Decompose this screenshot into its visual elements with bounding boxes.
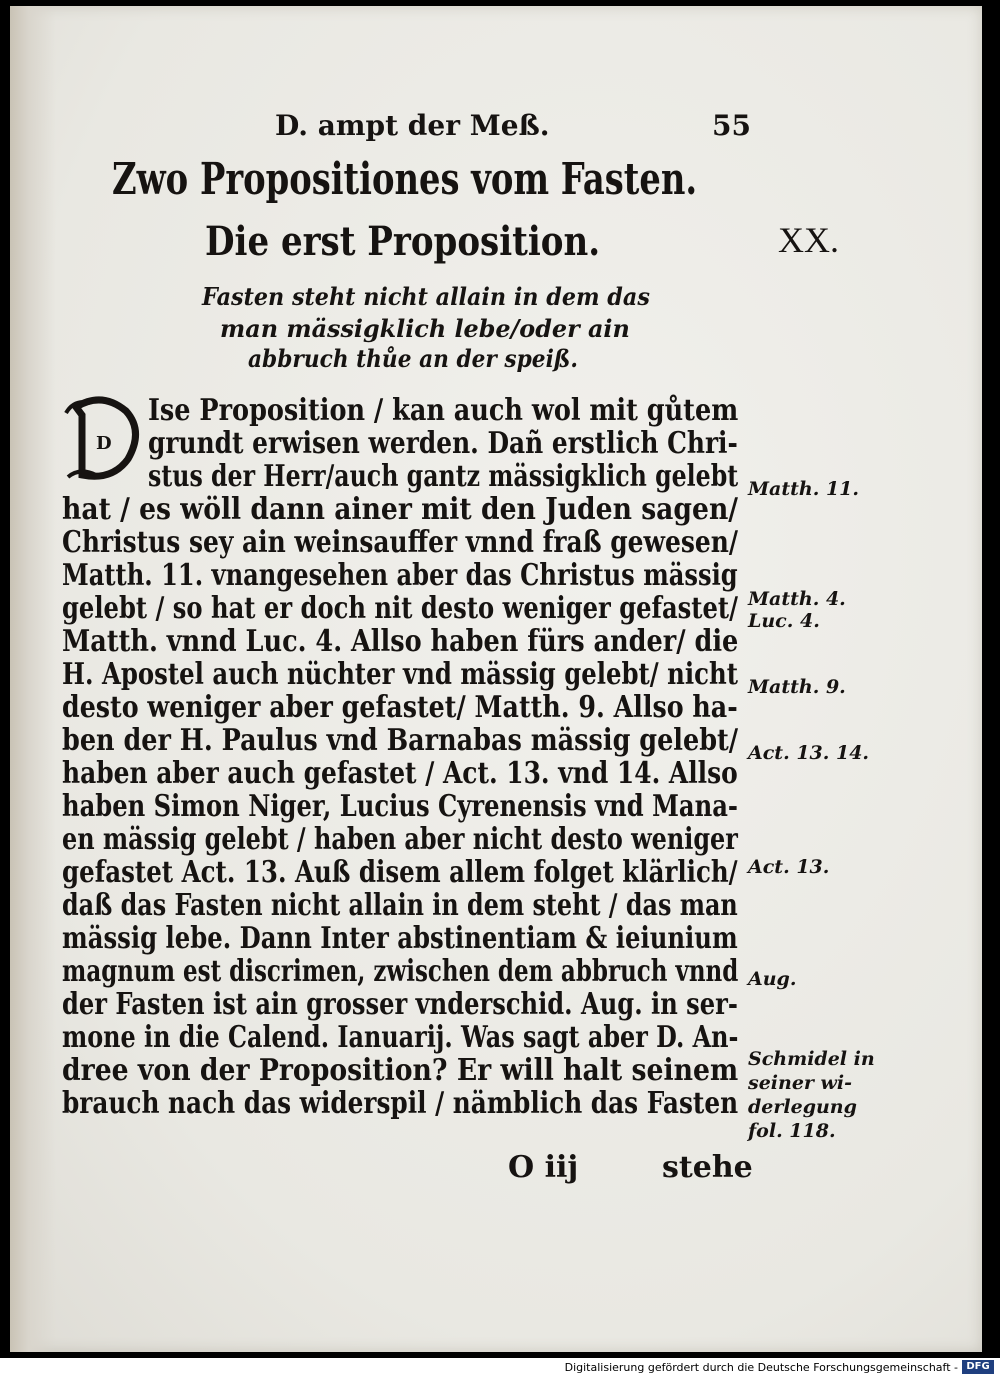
margin-note: Matth. 9.: [748, 676, 846, 698]
margin-note: seiner wi-: [748, 1072, 852, 1094]
body-line: H. Apostel auch nüchter vnd mässig gelebt/ nicht: [62, 656, 738, 691]
title-line-1: Zwo Propositiones vom Fasten.: [112, 154, 698, 205]
body-line: haben aber auch gefastet / Act. 13. vnd 14. Allso: [62, 755, 738, 790]
margin-note: Matth. 11.: [748, 478, 859, 500]
page-gutter-shadow: [10, 6, 56, 1352]
body-line: Matth. vnnd Luc. 4. Allso haben fürs ander/ die: [62, 623, 739, 658]
body-line: grundt erwisen werden. Dañ erstlich Chri-: [148, 425, 738, 460]
body-line: mone in die Calend. Ianuarij. Was sagt aber D. An-: [62, 1019, 739, 1054]
margin-note: Act. 13. 14.: [748, 742, 870, 764]
running-head: D. ampt der Meß.: [275, 109, 550, 142]
body-line: gelebt / so hat er doch nit desto weniger gefastet/: [62, 590, 738, 625]
margin-note: derlegung: [748, 1096, 857, 1118]
body-line: Matth. 11. vnangesehen aber das Christus mässig: [62, 557, 738, 592]
body-line: brauch nach das widerspil / nämblich das Fasten: [62, 1085, 739, 1120]
margin-note: Aug.: [748, 968, 797, 990]
summary-line: man mässigklich lebe/oder ain: [220, 314, 630, 343]
body-line: en mässig gelebt / haben aber nicht desto weniger: [62, 821, 738, 856]
body-line: haben Simon Niger, Lucius Cyrenensis vnd Mana-: [62, 788, 738, 823]
signature-mark: O iij: [508, 1150, 579, 1185]
margin-note: fol. 118.: [748, 1120, 836, 1142]
margin-note: Act. 13.: [748, 856, 830, 878]
body-line: desto weniger aber gefastet/ Matth. 9. Allso ha-: [62, 689, 738, 724]
body-line: daß das Fasten nicht allain in dem steht / das man: [62, 887, 738, 922]
initial-letter: D: [96, 433, 112, 454]
catchword: stehe: [662, 1150, 753, 1185]
margin-note: Luc. 4.: [748, 610, 820, 632]
body-line: hat / es wöll dann ainer mit den Juden sagen/: [62, 491, 739, 526]
body-line: ben der H. Paulus vnd Barnabas mässig gelebt/: [62, 722, 739, 757]
dfg-logo: DFG: [962, 1360, 994, 1374]
body-line: dree von der Proposition? Er will halt seinem: [62, 1052, 739, 1087]
body-line: magnum est discrimen, zwischen dem abbruch vnnd: [62, 953, 739, 988]
section-number: XX.: [778, 220, 839, 260]
body-line: Christus sey ain weinsauffer vnnd fraß gewesen/: [62, 524, 738, 559]
body-line: Ise Proposition / kan auch wol mit gůtem: [148, 392, 739, 427]
folio-number: 55: [712, 109, 751, 142]
body-line: stus der Herr/auch gantz mässigklich gelebt: [148, 458, 739, 493]
margin-note: Matth. 4.: [748, 588, 846, 610]
funding-credit: Digitalisierung gefördert durch die Deutsche Forschungsgemeinschaft -: [564, 1361, 958, 1374]
body-line: gefastet Act. 13. Auß disem allem folget klärlich/: [62, 854, 738, 889]
body-line: mässig lebe. Dann Inter abstinentiam & ieiunium: [62, 920, 738, 955]
body-line: der Fasten ist ain grosser vnderschid. Aug. in ser-: [62, 986, 738, 1021]
summary-line: abbruch thůe an der speiß.: [248, 344, 578, 373]
margin-note: Schmidel in: [748, 1048, 875, 1070]
decorated-initial: [62, 393, 142, 485]
summary-line: Fasten steht nicht allain in dem das: [202, 282, 650, 311]
title-line-2: Die erst Proposition.: [205, 218, 601, 265]
